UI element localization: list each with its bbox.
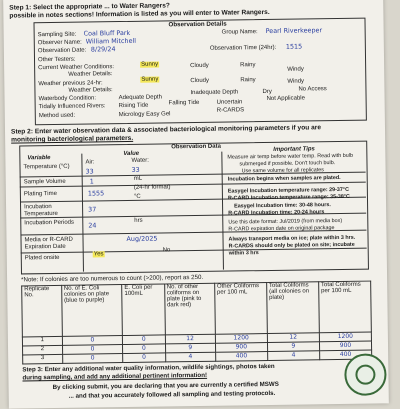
plated-onsite-no[interactable]: No: [162, 247, 171, 254]
step1-heading: Step 1: Select the appropriate ... to Water Rangers?: [9, 2, 170, 12]
colonies-note: *Note: If colonies are too numerous to count (>200), report as 250.: [21, 273, 204, 284]
current-weather-label: Current Weather Conditions:: [38, 64, 115, 72]
incubation-temp-value[interactable]: 37: [88, 205, 97, 214]
observation-date-value[interactable]: 8/29/24: [90, 45, 116, 54]
tide-falling[interactable]: Falling Tide: [168, 99, 200, 107]
weather-details-label-2: Weather Details:: [68, 87, 113, 94]
col-tips: Important Tips: [273, 146, 315, 153]
temp-air-value[interactable]: 33: [85, 167, 94, 176]
replicate-value-cell[interactable]: 400: [319, 350, 371, 360]
weather-previous-label: Weather previous 24-hr:: [38, 80, 103, 88]
replicate-value-cell[interactable]: 4: [267, 351, 319, 361]
temp-tip-2: submerged if possible. Don't touch bulb.: [239, 160, 336, 168]
media-label-1: Media or R-CARD: [24, 236, 73, 244]
observation-details-title: Observation Details: [168, 20, 227, 29]
plated-onsite-yes[interactable]: Yes: [93, 251, 104, 258]
temperature-label: Temperature (°C): [23, 163, 70, 171]
media-expiration-value[interactable]: Aug/2025: [126, 234, 158, 243]
observer-name-label: Observer Name:: [37, 39, 82, 47]
waterbody-inadequate[interactable]: Inadequate Depth: [190, 89, 239, 97]
header-total-coliforms-100ml: Total Coliforms per 100 mL: [318, 281, 371, 333]
certification-line-2: ... and that you accurately followed all sampling and testing protocols.: [68, 389, 276, 400]
media-label-2: Expiration Date: [24, 243, 66, 251]
media-tip-2: R-CARD expiration date on original package: [228, 225, 335, 233]
replicate-value-cell[interactable]: 4: [165, 352, 215, 362]
incubation-period-tip-1: Easygel Incubation time: 30-48 hours.: [234, 202, 331, 210]
observation-time-value[interactable]: 1515: [285, 42, 303, 51]
certification-line-1: By clicking submit, you are declaring that you are currently a certified MSWS: [52, 380, 279, 392]
observation-time-label: Observation Time (24hr):: [209, 44, 277, 52]
method-rcards[interactable]: R-CARDS: [216, 107, 245, 114]
incubation-period-value[interactable]: 24: [88, 221, 97, 230]
header-ecoli-colonies: No. of E. Coli colonies on plate (blue to purple): [61, 285, 122, 337]
plating-time-value[interactable]: 1555: [87, 189, 105, 198]
replicate-header-row: [22, 281, 372, 337]
tide-rising[interactable]: Rising Tide: [118, 102, 149, 110]
plated-onsite-label: Plated onsite: [24, 254, 60, 262]
header-ecoli-per-100ml: E. Coli per 100mL: [122, 284, 165, 336]
observation-date-label: Observation Date:: [37, 47, 87, 55]
tidally-influenced-label: Tidally Influenced Rivers:: [38, 103, 106, 111]
group-name-value[interactable]: Pearl Riverkeeper: [265, 26, 323, 36]
waterbody-condition-label: Waterbody Condition:: [38, 95, 97, 103]
tide-uncertain[interactable]: Uncertain: [216, 99, 243, 106]
temp-water-label: Water:: [131, 157, 149, 164]
col-variable: Variable: [27, 155, 51, 162]
replicate-value-cell[interactable]: 9: [267, 342, 319, 352]
current-weather-windy[interactable]: Windy: [287, 66, 304, 73]
replicate-value-cell[interactable]: 12: [165, 334, 215, 344]
temp-water-value[interactable]: 33: [131, 165, 140, 174]
incubation-period-tip-2: R-CARD Incubation time: 20-24 hours: [228, 209, 325, 217]
previous-weather-sunny[interactable]: Sunny: [141, 76, 159, 83]
weather-details-label: Weather Details:: [68, 71, 113, 78]
plated-tip-2: R-CARDS should only be plated on site; incubate: [228, 241, 355, 250]
previous-weather-cloudy[interactable]: Cloudy: [190, 77, 210, 85]
replicate-value-cell[interactable]: 400: [215, 352, 267, 362]
replicate-value-cell[interactable]: 900: [215, 343, 267, 353]
sample-volume-label: Sample Volume: [23, 178, 66, 186]
replicate-value-cell[interactable]: 0: [62, 345, 123, 355]
temp-air-label: Air:: [85, 159, 95, 166]
step1-subheading: possible in notes sections! Information is listed as you will enter to Water Rangers.: [9, 8, 270, 20]
replicate-value-cell[interactable]: 1200: [215, 334, 267, 344]
sample-volume-unit: mL: [133, 175, 143, 182]
replicate-value-cell[interactable]: 0: [123, 353, 166, 363]
plating-time-label: Plating Time: [23, 190, 57, 198]
col-value: Value: [123, 150, 140, 158]
replicate-value-cell[interactable]: 900: [319, 341, 371, 351]
current-weather-rainy[interactable]: Rainy: [240, 62, 256, 69]
observation-data-title: Observation Data: [171, 143, 221, 151]
plating-time-note: (24-hr format): [133, 184, 171, 191]
current-weather-cloudy[interactable]: Cloudy: [190, 62, 209, 70]
previous-weather-windy[interactable]: Windy: [287, 78, 305, 85]
temp-tip-1: Measure air temp before water temp. Read with bulb: [227, 152, 353, 161]
incubation-period-label: Incubation Periods: [24, 219, 75, 227]
sampling-site-label: Sampling Site:: [37, 31, 77, 39]
worksheet-page: [3, 0, 389, 409]
incubation-temp-unit: °C: [133, 193, 141, 200]
header-replicate-no: Replicate No.: [22, 285, 62, 337]
waterbody-no-access[interactable]: No Access: [298, 86, 327, 93]
sample-volume-value[interactable]: 1: [89, 177, 94, 186]
step3-heading: Step 3: Enter any additional water quality information, wildlife sightings, photos taken: [22, 362, 275, 374]
replicate-value-cell[interactable]: 0: [62, 336, 123, 346]
replicate-number-cell: 1: [22, 336, 62, 346]
current-weather-sunny[interactable]: Sunny: [141, 61, 159, 68]
step3-subheading: during sampling, and add any additional pertinent information!: [22, 371, 208, 382]
plated-tip-3: within 3 hrs: [228, 250, 259, 257]
tide-not-applicable[interactable]: Not Applicable: [266, 95, 305, 103]
sampling-site-value[interactable]: Coal Bluff Park: [83, 28, 131, 38]
replicate-value-cell[interactable]: 0: [123, 344, 166, 354]
incubation-period-unit: hrs: [134, 217, 143, 224]
replicate-number-cell: 2: [23, 345, 63, 355]
media-tip-1: Use this date format: Jul/2019 (from media box): [228, 217, 343, 226]
sample-volume-tip: Use same volume for all replicates: [241, 167, 325, 175]
sample-volume-tip-2: Incubation begins when samples are plated.: [227, 174, 341, 183]
replicate-value-cell[interactable]: 1200: [319, 332, 371, 342]
plated-tip-1: Always transport media on ice; plate within 3 hrs.: [228, 234, 356, 243]
replicate-table: [21, 281, 372, 365]
header-other-coliforms-100ml: Other Coliforms per 100 mL: [214, 283, 267, 335]
replicate-value-cell[interactable]: 0: [62, 354, 123, 364]
header-other-coliforms-plate: No. of other coliforms on plate (pink to dark red): [164, 283, 215, 335]
waterbody-adequate[interactable]: Adequate Depth: [118, 94, 162, 102]
incubation-temp-tip-2: R-CARD Incubation temperature range: 35-38°C: [227, 193, 350, 202]
method-easygel[interactable]: Micrology Easy Gel: [118, 111, 171, 119]
replicate-value-cell[interactable]: 12: [267, 333, 319, 343]
previous-weather-rainy[interactable]: Rainy: [240, 77, 256, 84]
header-total-coliforms-plate: Total Coliforms (all colonies on plate): [266, 282, 319, 334]
incubation-temp-label-2: Temperature: [24, 210, 58, 218]
other-testers-label: Other Testers:: [37, 56, 76, 64]
waterbody-dry[interactable]: Dry: [262, 88, 272, 96]
replicate-value-cell[interactable]: 9: [165, 343, 215, 353]
incubation-temp-label-1: Incubation: [24, 204, 52, 211]
step2-subheading: monitoring bacteriological parameters.: [11, 134, 134, 144]
certification-seal-icon: [344, 353, 387, 396]
replicate-number-cell: 3: [23, 354, 63, 364]
observer-name-value[interactable]: William Mitchell: [85, 36, 137, 46]
replicate-value-cell[interactable]: 0: [123, 335, 166, 345]
step2-heading: Step 2: Enter water observation data & associated bacteriological monitoring parameters if you are: [10, 124, 322, 136]
incubation-temp-tip-1: Easygel Incubation temperature range: 29-37°C: [227, 186, 349, 195]
method-used-label: Method used:: [38, 112, 76, 120]
group-name-label: Group Name:: [221, 29, 258, 36]
